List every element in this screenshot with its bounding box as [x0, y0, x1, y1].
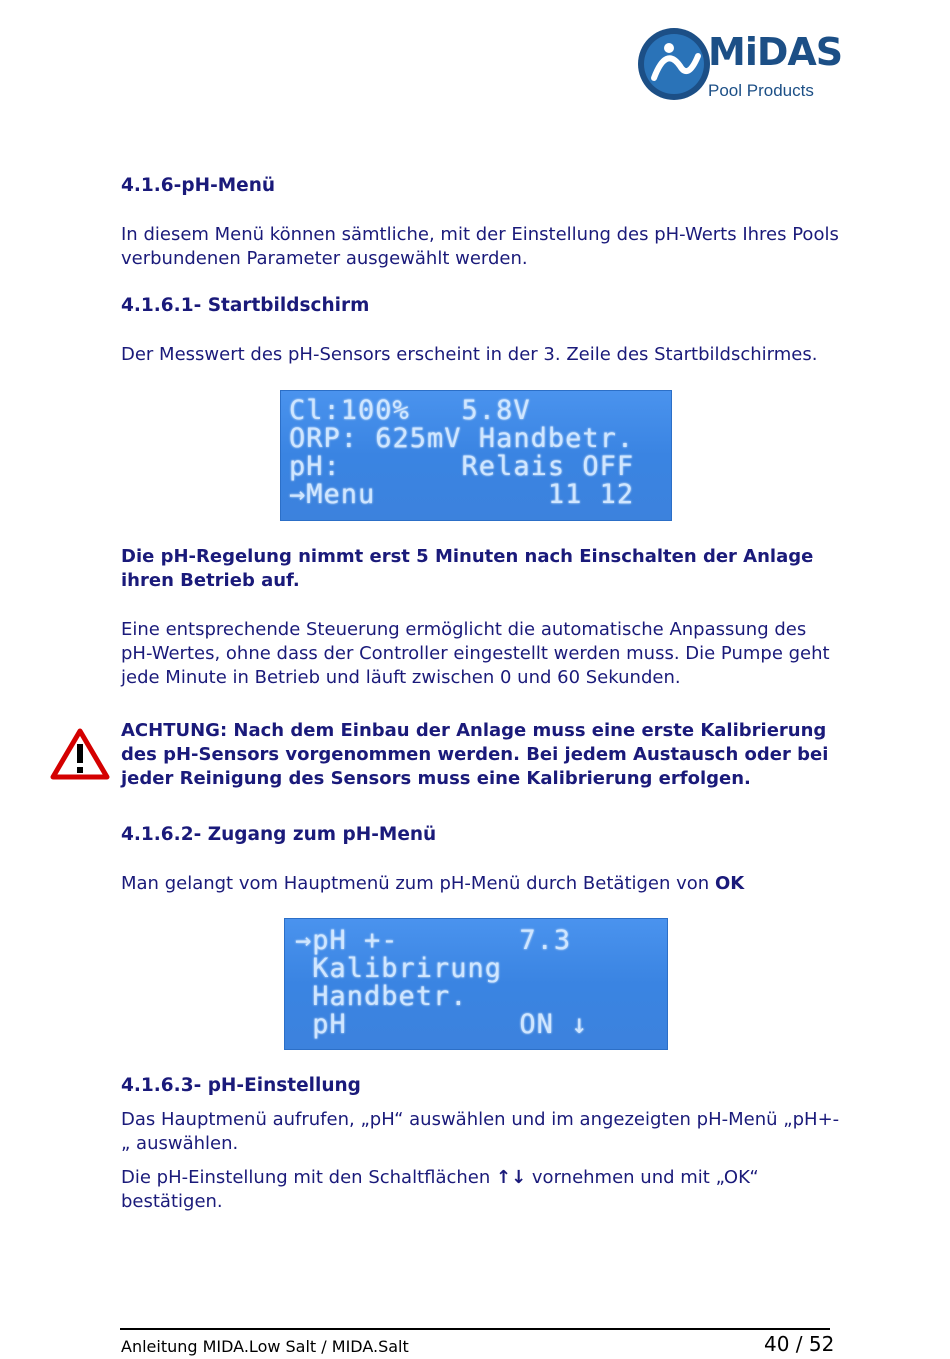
- section-heading-einstellung: 4.1.6.3- pH-Einstellung: [121, 1075, 361, 1096]
- lcd-start-screen: [280, 390, 672, 521]
- ok-keyword: OK: [714, 873, 745, 894]
- bold-note: Die pH-Regelung nimmt erst 5 Minuten nach Einschalten der Anlage ihren Betrieb auf.: [121, 546, 814, 591]
- section-text-ph-menu: In diesem Menü können sämtliche, mit der Einstellung des pH-Werts Ihres Pools verbundenen Parameter ausgewählt werden.: [121, 224, 839, 269]
- zugang-text: Man gelangt vom Hauptmenü zum pH-Menü durch Betätigen von: [121, 873, 715, 894]
- page-number: 40 / 52: [764, 1332, 835, 1356]
- section-text-zugang: [121, 872, 841, 896]
- einstellung-text-b: vornehmen und mit „OK“ bestätigen.: [121, 1167, 759, 1212]
- section-text-einstellung-2: [121, 1166, 841, 1214]
- lcd-row: Cl:100% 5.8V: [289, 395, 531, 426]
- control-description: Eine entsprechende Steuerung ermöglicht die automatische Anpassung des pH-Wertes, ohne dass der Controller eingestellt werden muss. Die Pumpe geht jede Minute in Betrieb und läuft zwischen 0 und 60 Sekunden.: [121, 619, 830, 688]
- einstellung-text-a: Die pH-Einstellung mit den Schaltflächen: [121, 1167, 497, 1188]
- logo-subtitle: Pool Products: [708, 81, 814, 100]
- section-heading-startbildschirm: 4.1.6.1- Startbildschirm: [121, 295, 370, 316]
- up-down-arrows-icon: ↑↓: [496, 1167, 527, 1188]
- warning-icon: [50, 728, 110, 780]
- footer-manual-title: Anleitung MIDA.Low Salt / MIDA.Salt: [121, 1337, 409, 1356]
- logo-brand: MiDAS: [708, 30, 843, 74]
- lcd-row: pH: Relais OFF: [289, 451, 635, 482]
- warning-text: ACHTUNG: Nach dem Einbau der Anlage muss eine erste Kalibrierung des pH-Sensors vorgenommen werden. Bei jedem Austausch oder bei jeder Reinigung des Sensors muss eine Kalibrierung erfolgen.: [121, 720, 829, 789]
- section-heading-ph-menu: 4.1.6-pH-Menü: [121, 175, 276, 196]
- lcd-row: →pH +- 7.3: [295, 925, 572, 956]
- lcd-ph-menu: [284, 918, 668, 1050]
- section-heading-zugang: 4.1.6.2- Zugang zum pH-Menü: [121, 824, 437, 845]
- section-text-startbildschirm: Der Messwert des pH-Sensors erscheint in der 3. Zeile des Startbildschirmes.: [121, 344, 818, 365]
- lcd-row: pH ON ↓: [295, 1009, 589, 1040]
- lcd-row: Kalibrirung: [295, 953, 503, 984]
- lcd-row: →Menu 11 12: [289, 479, 635, 510]
- footer-divider: [120, 1328, 830, 1330]
- midas-logo: [636, 26, 843, 106]
- lcd-row: ORP: 625mV Handbetr.: [289, 423, 635, 454]
- lcd-row: Handbetr.: [295, 981, 468, 1012]
- section-text-einstellung-1: Das Hauptmenü aufrufen, „pH“ auswählen und im angezeigten pH-Menü „pH+-„ auswählen.: [121, 1109, 840, 1154]
